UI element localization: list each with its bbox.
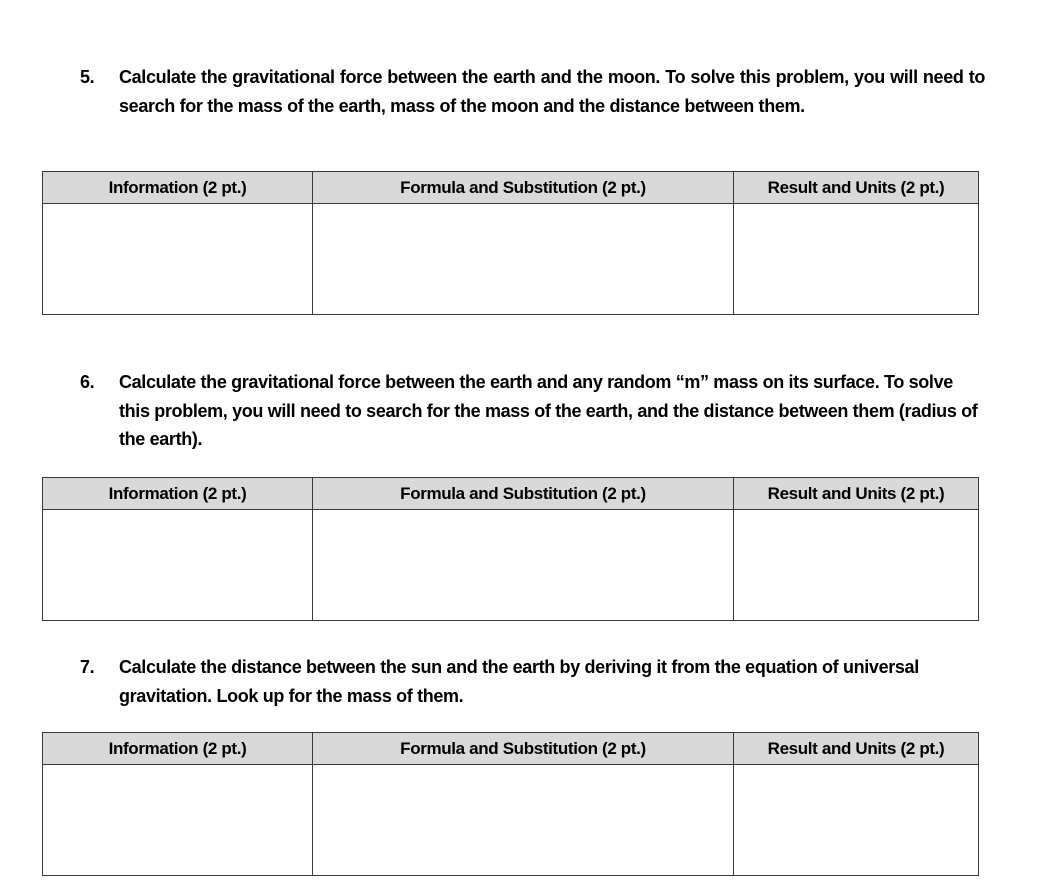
answer-table-6 [42,477,979,621]
question-7-text: Calculate the distance between the sun and the earth by deriving it from the equation of universal gravitation. Look up for the mass of them. [119,657,919,706]
information-cell[interactable] [43,204,313,315]
question-7 [80,653,985,710]
header-information: Information (2 pt.) [43,478,313,510]
answer-table-7-header-row [43,733,979,765]
header-formula: Formula and Substitution (2 pt.) [313,733,734,765]
header-information: Information (2 pt.) [43,172,313,204]
information-cell[interactable] [43,510,313,621]
header-formula: Formula and Substitution (2 pt.) [313,478,734,510]
answer-table-7 [42,732,979,876]
question-5-text: Calculate the gravitational force between the earth and the moon. To solve this problem, you will need to search for the mass of the earth, mass of the moon and the distance between them. [119,67,985,116]
result-cell[interactable] [734,510,979,621]
answer-table-5 [42,171,979,315]
header-information: Information (2 pt.) [43,733,313,765]
answer-table-5-row [43,204,979,315]
answer-table-5-header-row [43,172,979,204]
question-6 [80,368,985,454]
formula-cell[interactable] [313,765,734,876]
question-5 [80,63,985,120]
result-cell[interactable] [734,204,979,315]
formula-cell[interactable] [313,510,734,621]
question-5-number: 5. [80,67,95,87]
formula-cell[interactable] [313,204,734,315]
information-cell[interactable] [43,765,313,876]
question-6-text: Calculate the gravitational force between the earth and any random “m” mass on its surface. To solve this problem, you will need to search for the mass of the earth, and the distance between them (radius of the earth). [119,372,978,449]
header-result: Result and Units (2 pt.) [734,733,979,765]
answer-table-7-row [43,765,979,876]
question-6-number: 6. [80,372,95,392]
result-cell[interactable] [734,765,979,876]
header-result: Result and Units (2 pt.) [734,478,979,510]
header-result: Result and Units (2 pt.) [734,172,979,204]
answer-table-6-row [43,510,979,621]
question-7-number: 7. [80,657,95,677]
header-formula: Formula and Substitution (2 pt.) [313,172,734,204]
answer-table-6-header-row [43,478,979,510]
